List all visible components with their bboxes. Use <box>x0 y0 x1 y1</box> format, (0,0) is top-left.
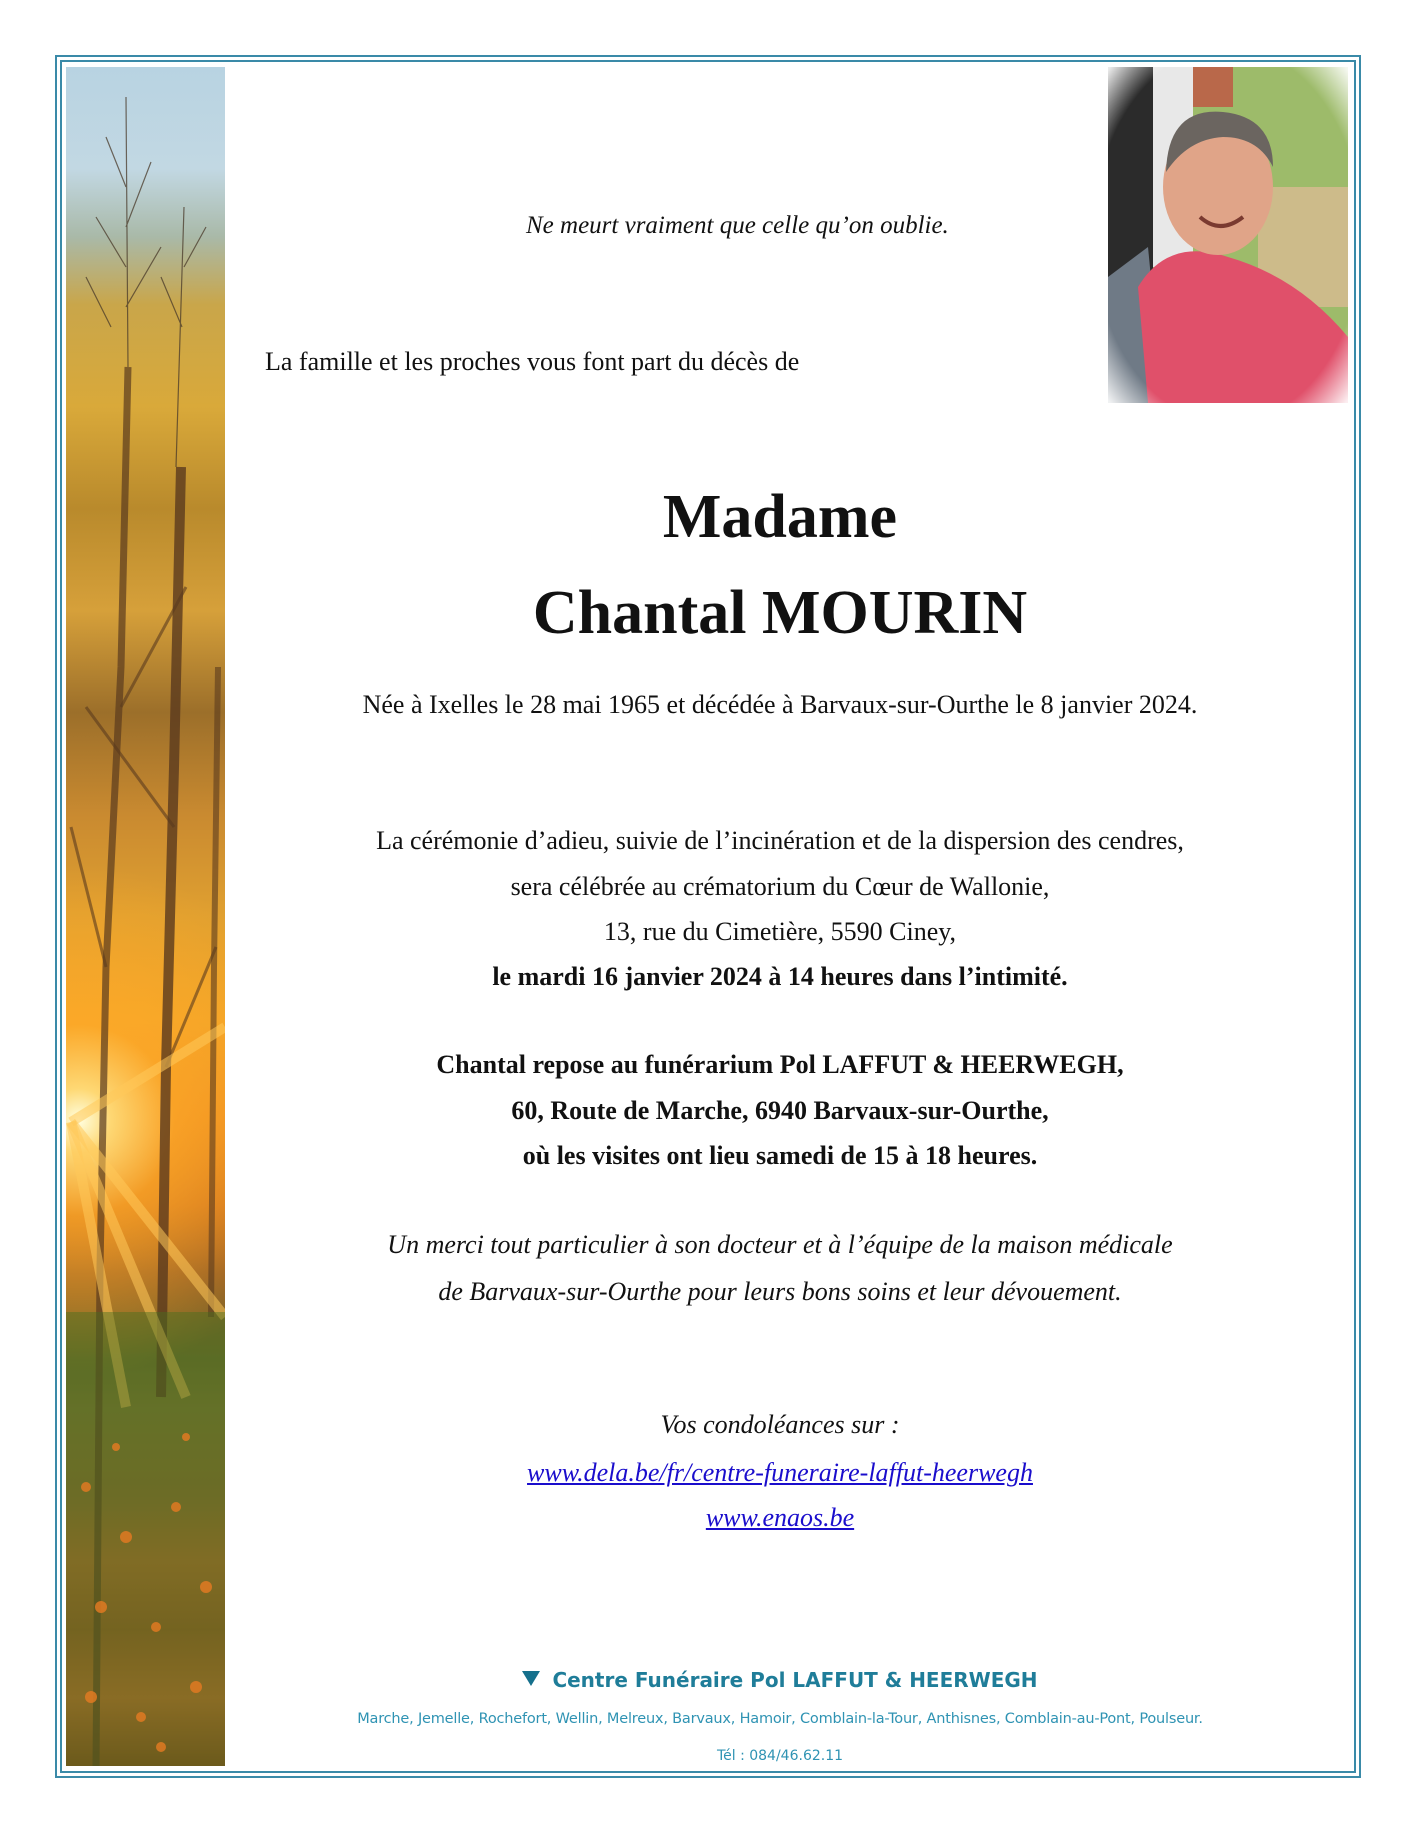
ceremony-datetime: le mardi 16 janvier 2024 à 14 heures dans l’intimité. <box>492 962 1068 991</box>
footer-towns: Marche, Jemelle, Rochefort, Wellin, Melreux, Barvaux, Hamoir, Comblain-la-Tour, Anthisnes, Comblain-au-Pont, Poulseur. <box>357 1711 1203 1727</box>
thanks-line: de Barvaux-sur-Ourthe pour leurs bons soins et leur dévouement. <box>438 1277 1122 1306</box>
title-honorific: Madame <box>662 483 898 551</box>
funerarium-address: 60, Route de Marche, 6940 Barvaux-sur-Ourthe, <box>511 1096 1049 1125</box>
enaos-link[interactable]: www.enaos.be <box>705 1503 855 1532</box>
footer-company <box>230 1668 1330 1692</box>
dela-link[interactable]: www.dela.be/fr/centre-funeraire-laffut-heerwegh <box>527 1458 1033 1487</box>
tree-branches-illustration <box>66 67 225 1766</box>
condolences-link-enaos <box>230 1503 1330 1533</box>
triangle-down-icon <box>522 1671 540 1686</box>
autumn-forest-image <box>66 67 225 1766</box>
deceased-name: Chantal MOURIN <box>532 579 1028 647</box>
birth-death-info: Née à Ixelles le 28 mai 1965 et décédée à Barvaux-sur-Ourthe le 8 janvier 2024. <box>362 690 1198 719</box>
condolences-link-dela <box>230 1458 1330 1488</box>
footer-phone: Tél : 084/46.62.11 <box>716 1748 844 1764</box>
visiting-hours: où les visites ont lieu samedi de 15 à 18 heures. <box>522 1141 1038 1170</box>
deceased-portrait-photo <box>1108 67 1348 403</box>
memorial-quote: Ne meurt vraiment que celle qu’on oublie. <box>526 212 949 239</box>
condolences-label: Vos condoléances sur : <box>660 1410 900 1439</box>
announcement-text: La famille et les proches vous font part du décès de <box>265 347 800 376</box>
ceremony-line: sera célébrée au crématorium du Cœur de Wallonie, <box>510 872 1050 901</box>
footer-company-name: Centre Funéraire Pol LAFFUT & HEERWEGH <box>552 1668 1038 1692</box>
thanks-line: Un merci tout particulier à son docteur et à l’équipe de la maison médicale <box>387 1230 1173 1259</box>
ceremony-address: 13, rue du Cimetière, 5590 Ciney, <box>603 917 957 946</box>
funerarium-line: Chantal repose au funérarium Pol LAFFUT & HEERWEGH, <box>436 1050 1124 1079</box>
ceremony-line: La cérémonie d’adieu, suivie de l’incinération et de la dispersion des cendres, <box>376 826 1184 855</box>
